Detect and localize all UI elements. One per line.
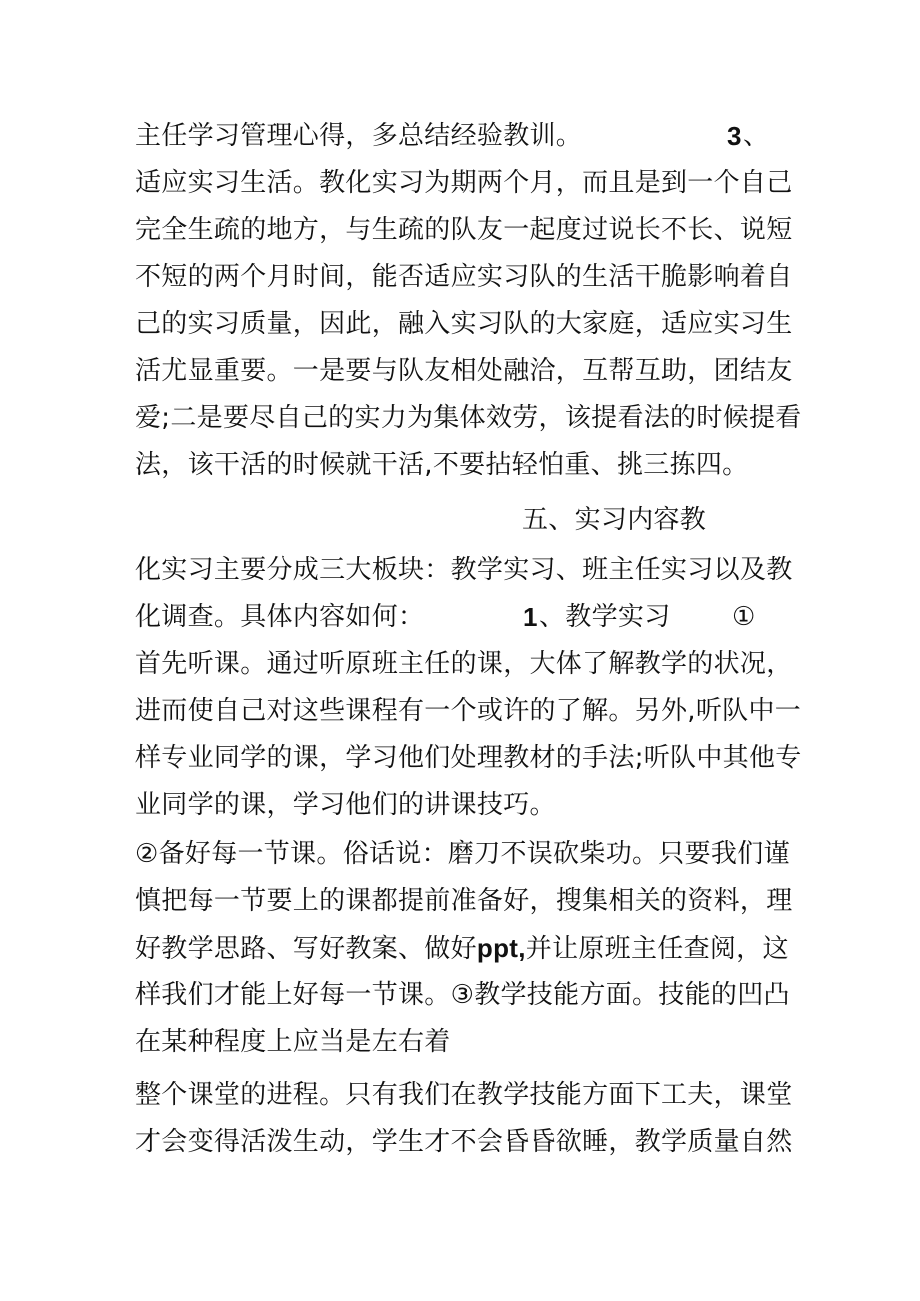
- text-segment: 化实习主要分成三大板块：教学实习、班主任实习以及教: [135, 555, 793, 585]
- text-line: [135, 691, 802, 731]
- text-segment: 并让原班主任查阅，这: [525, 934, 789, 964]
- text-segment: 、教学实习: [539, 602, 671, 632]
- heading-text: 五、实习内容教: [522, 505, 707, 535]
- text-segment: 好教学思路、写好教案、做好: [135, 934, 477, 964]
- text-line: [135, 834, 795, 874]
- text-line: [135, 445, 795, 485]
- text-line: [135, 1122, 795, 1162]
- text-line: [135, 1075, 795, 1115]
- text-keyword: ppt,: [476, 933, 526, 963]
- list-number: 3: [727, 121, 742, 151]
- text-segment: 适应实习生活。教化实习为期两个月，而且是到一个自己: [135, 168, 793, 198]
- text-line: [135, 210, 795, 250]
- text-line: [135, 351, 795, 391]
- text-segment: 慎把每一节要上的课都提前准备好，搜集相关的资料，理: [135, 886, 793, 916]
- text-segment: 己的实习质量，因此，融入实习队的大家庭，适应实习生: [135, 309, 793, 339]
- text-line: [135, 1022, 795, 1062]
- text-line: [135, 116, 795, 156]
- text-line: [135, 785, 795, 825]
- text-line: [135, 881, 795, 921]
- text-line: [135, 398, 802, 438]
- text-line: [135, 975, 795, 1015]
- text-segment: 才会变得活泼生动，学生才不会昏昏欲睡，教学质量自然: [135, 1127, 793, 1157]
- text-segment: 不短的两个月时间，能否适应实习队的生活干脆影响着自: [135, 262, 793, 292]
- text-segment: ②备好每一节课。俗话说：磨刀不误砍柴功。只要我们谨: [135, 839, 790, 869]
- text-line: [135, 928, 795, 968]
- text-segment: 样我们才能上好每一节课。③教学技能方面。技能的凹凸: [135, 980, 790, 1010]
- text-line: [135, 550, 795, 590]
- text-segment: 爱;二是要尽自己的实力为集体效劳，该提看法的时候提看: [135, 403, 802, 433]
- text-segment: 在某种程度上应当是左右着: [135, 1027, 451, 1057]
- text-segment: 主任学习管理心得，多总结经验教训。: [135, 121, 583, 151]
- text-line: [135, 644, 795, 684]
- text-line: [135, 163, 795, 203]
- list-number: 1: [523, 602, 538, 632]
- text-line: [135, 257, 795, 297]
- text-segment: 活尤显重要。一是要与队友相处融洽，互帮互助，团结友: [135, 356, 793, 386]
- text-line: [135, 304, 795, 344]
- text-segment: 法，该干活的时候就干活,不要拈轻怕重、挑三拣四。: [135, 450, 749, 480]
- text-segment: 完全生疏的地方，与生疏的队友一起度过说长不长、说短: [135, 215, 793, 245]
- text-segment: 首先听课。通过听原班主任的课，大体了解教学的状况，: [135, 649, 793, 679]
- text-segment: 样专业同学的课，学习他们处理教材的手法;听队中其他专: [135, 743, 802, 773]
- circled-number: ①: [732, 602, 756, 632]
- text-segment: 业同学的课，学习他们的讲课技巧。: [135, 790, 556, 820]
- text-segment: 化调查。具体内容如何：: [135, 602, 425, 632]
- text-segment: 进而使自己对这些课程有一个或许的了解。另外,听队中一: [135, 696, 802, 726]
- text-line: [135, 597, 795, 637]
- section-heading: [522, 500, 782, 540]
- text-line: [135, 738, 802, 778]
- text-segment: 、: [743, 121, 770, 151]
- text-segment: 整个课堂的进程。只有我们在教学技能方面下工夫，课堂: [135, 1080, 793, 1110]
